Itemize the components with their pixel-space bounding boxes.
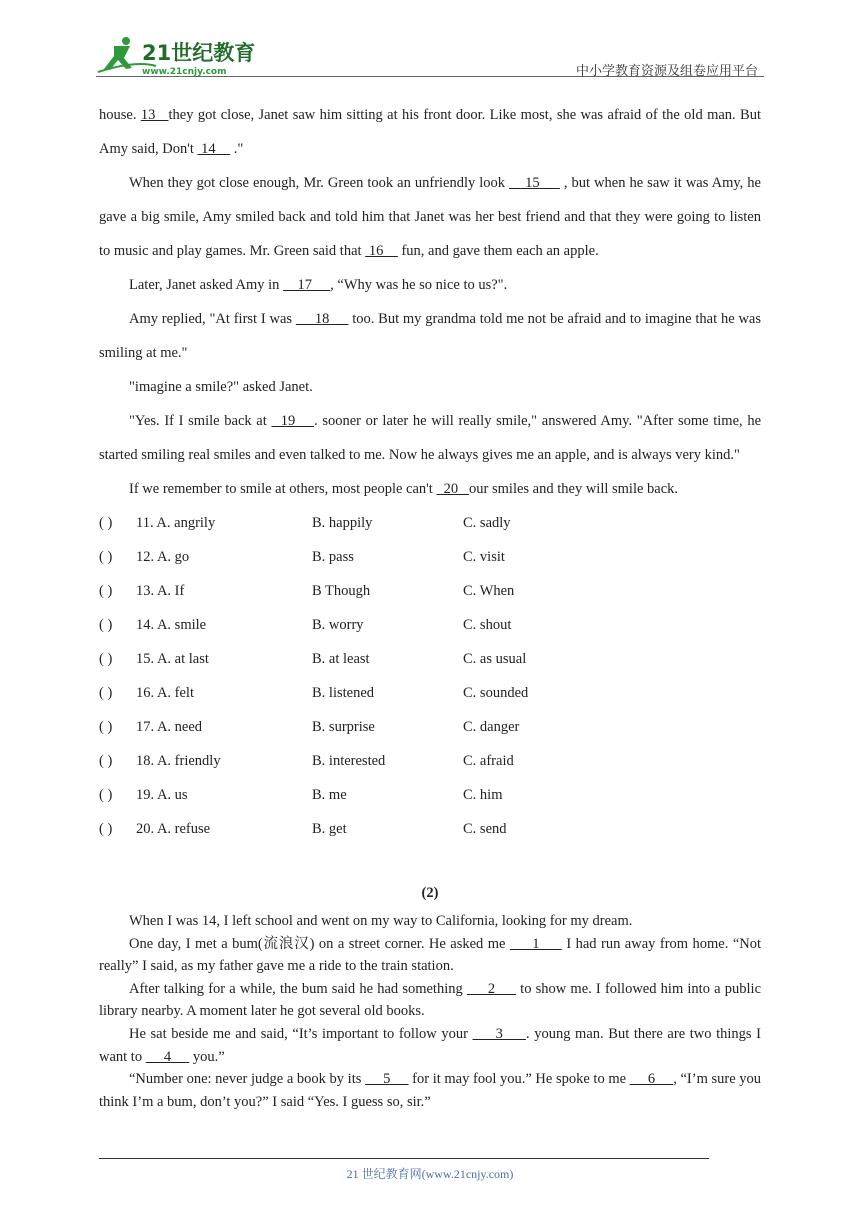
paragraph <box>99 370 761 404</box>
paragraph <box>99 910 761 933</box>
answer-paren: ( ) <box>99 651 113 667</box>
option-a: 13. A. If <box>136 583 185 599</box>
answer-paren: ( ) <box>99 617 113 633</box>
text-run: our smiles and they will smile back. <box>469 481 679 497</box>
answer-blank: 1 <box>509 935 562 952</box>
question-row <box>99 812 761 846</box>
paragraph <box>99 166 761 268</box>
option-b: B. me <box>312 787 347 803</box>
svg-text:21世纪教育: 21世纪教育 <box>142 41 256 65</box>
paragraph <box>99 268 761 302</box>
answer-blank: 15 <box>509 175 560 191</box>
page-header <box>96 28 764 80</box>
text-run: If we remember to smile at others, most people can't <box>129 481 437 497</box>
answer-blank: 6 <box>629 1071 674 1088</box>
passage-2 <box>99 910 761 1113</box>
text-run: , “Why was he so nice to us?". <box>330 277 508 293</box>
option-b: B. worry <box>312 617 364 633</box>
answer-blank: 17 <box>283 277 331 293</box>
answer-blank: 18 <box>295 311 349 327</box>
answer-paren: ( ) <box>99 583 113 599</box>
option-c: C. visit <box>463 549 505 565</box>
option-c: C. sounded <box>463 685 529 701</box>
text-run: , “I’m sure you think I’m a bum, don’t you?” I said “Yes. I guess so, sir.” <box>99 1071 762 1110</box>
option-a: 15. A. at last <box>136 651 209 667</box>
answer-blank: 16 <box>365 243 398 259</box>
text-run: ." <box>230 141 244 157</box>
answer-paren: ( ) <box>99 753 113 769</box>
option-c: C. When <box>463 583 515 599</box>
option-c: C. shout <box>463 617 512 633</box>
platform-name: 中小学教育资源及组卷应用平台 <box>575 64 758 79</box>
option-a: 18. A. friendly <box>136 753 221 769</box>
option-a: 20. A. refuse <box>136 821 211 837</box>
question-row <box>99 574 761 608</box>
answer-blank: 5 <box>365 1071 409 1088</box>
option-b: B. listened <box>312 685 375 701</box>
option-a: 14. A. smile <box>136 617 207 633</box>
question-row <box>99 642 761 676</box>
answer-blank: 20 <box>436 481 470 497</box>
option-c: C. afraid <box>463 753 514 769</box>
text-run: to show me. I followed him into a public library nearby. A moment later he got several old books. <box>99 980 762 1020</box>
runner-logo-icon <box>96 36 266 78</box>
option-a: 16. A. felt <box>136 685 194 701</box>
answer-blank: 4 <box>145 1048 190 1065</box>
logo <box>96 36 266 78</box>
option-a: 17. A. need <box>136 719 203 735</box>
text-run: . sooner or later he will really smile," answered Amy. "After some time, he started smiling real smiles and even talked to me. Now he always gives me an apple, and is always very kind." <box>99 413 762 463</box>
text-run: they got close, Janet saw him sitting at his front door. Like most, she was afraid of the old man. But Amy said, Don't <box>99 107 761 157</box>
option-a: 12. A. go <box>136 549 190 565</box>
paragraph <box>99 933 761 978</box>
answer-blank: 14 <box>197 141 231 157</box>
paragraph <box>99 472 761 506</box>
text-run: house. <box>99 107 141 123</box>
option-b: B. interested <box>312 753 386 769</box>
paragraph <box>99 302 761 370</box>
page-content <box>99 98 761 1113</box>
option-b: B. surprise <box>312 719 375 735</box>
answer-blank: 3 <box>472 1025 526 1042</box>
question-row <box>99 506 761 540</box>
text-run: When they got close enough, Mr. Green took an unfriendly look <box>129 175 510 191</box>
header-divider <box>96 76 764 77</box>
text-run: When I was 14, I left school and went on my way to California, looking for my dream. <box>129 913 633 929</box>
answer-paren: ( ) <box>99 787 113 803</box>
answer-blank: 13 <box>140 107 169 123</box>
text-run: He sat beside me and said, “It’s important to follow your <box>129 1025 473 1042</box>
passage-1 <box>99 98 761 506</box>
paragraph <box>99 98 761 166</box>
text-run: Amy replied, "At first I was <box>129 311 296 327</box>
question-row <box>99 540 761 574</box>
option-b: B. get <box>312 821 347 837</box>
option-b: B. at least <box>312 651 370 667</box>
answer-paren: ( ) <box>99 685 113 701</box>
paragraph <box>99 1068 761 1113</box>
paragraph <box>99 404 761 472</box>
answer-paren: ( ) <box>99 515 113 531</box>
option-a: 11. A. angrily <box>136 515 216 531</box>
question-row <box>99 608 761 642</box>
text-run: . young man. But there are two things I want to <box>99 1025 762 1065</box>
option-c: C. as usual <box>463 651 527 667</box>
option-a: 19. A. us <box>136 787 188 803</box>
question-list <box>99 506 761 846</box>
option-c: C. him <box>463 787 503 803</box>
option-b: B Though <box>312 583 371 599</box>
answer-paren: ( ) <box>99 821 113 837</box>
option-b: B. happily <box>312 515 373 531</box>
option-c: C. sadly <box>463 515 511 531</box>
text-run: too. But my grandma told me not be afraid and to imagine that he was smiling at me." <box>99 311 761 361</box>
question-row <box>99 710 761 744</box>
paragraph <box>99 978 761 1023</box>
text-run: for it may fool you.” He spoke to me <box>408 1071 630 1088</box>
question-row <box>99 778 761 812</box>
option-c: C. danger <box>463 719 520 735</box>
text-run: After talking for a while, the bum said he had something <box>129 980 467 997</box>
answer-paren: ( ) <box>99 549 113 565</box>
paragraph <box>99 1023 761 1068</box>
svg-text:www.21cnjy.com: www.21cnjy.com <box>142 67 227 77</box>
text-run: , but when he saw it was Amy, he gave a big smile, Amy smiled back and told him that Janet was her best friend and that they were going to listen to music and play games. Mr. Green said that <box>99 175 761 259</box>
text-run: One day, I met a bum(流浪汉) on a street corner. He asked me <box>129 935 510 952</box>
footer-divider <box>99 1158 709 1159</box>
text-run: fun, and gave them each an apple. <box>397 243 599 259</box>
text-run: "Yes. If I smile back at <box>129 413 272 429</box>
text-run: Later, Janet asked Amy in <box>129 277 284 293</box>
option-b: B. pass <box>312 549 354 565</box>
text-run: "imagine a smile?" asked Janet. <box>129 379 313 395</box>
text-run: I had run away from home. “Not really” I said, as my father gave me a ride to the train station. <box>99 935 762 975</box>
text-run: “Number one: never judge a book by its <box>129 1071 365 1088</box>
text-run: you.” <box>189 1048 225 1065</box>
answer-blank: 19 <box>271 413 315 429</box>
section-title: (2) <box>421 885 439 901</box>
option-c: C. send <box>463 821 507 837</box>
answer-blank: 2 <box>466 980 516 997</box>
question-row <box>99 744 761 778</box>
page-footer: 21 世纪教育网(www.21cnjy.com) <box>346 1167 514 1181</box>
question-row <box>99 676 761 710</box>
answer-paren: ( ) <box>99 719 113 735</box>
